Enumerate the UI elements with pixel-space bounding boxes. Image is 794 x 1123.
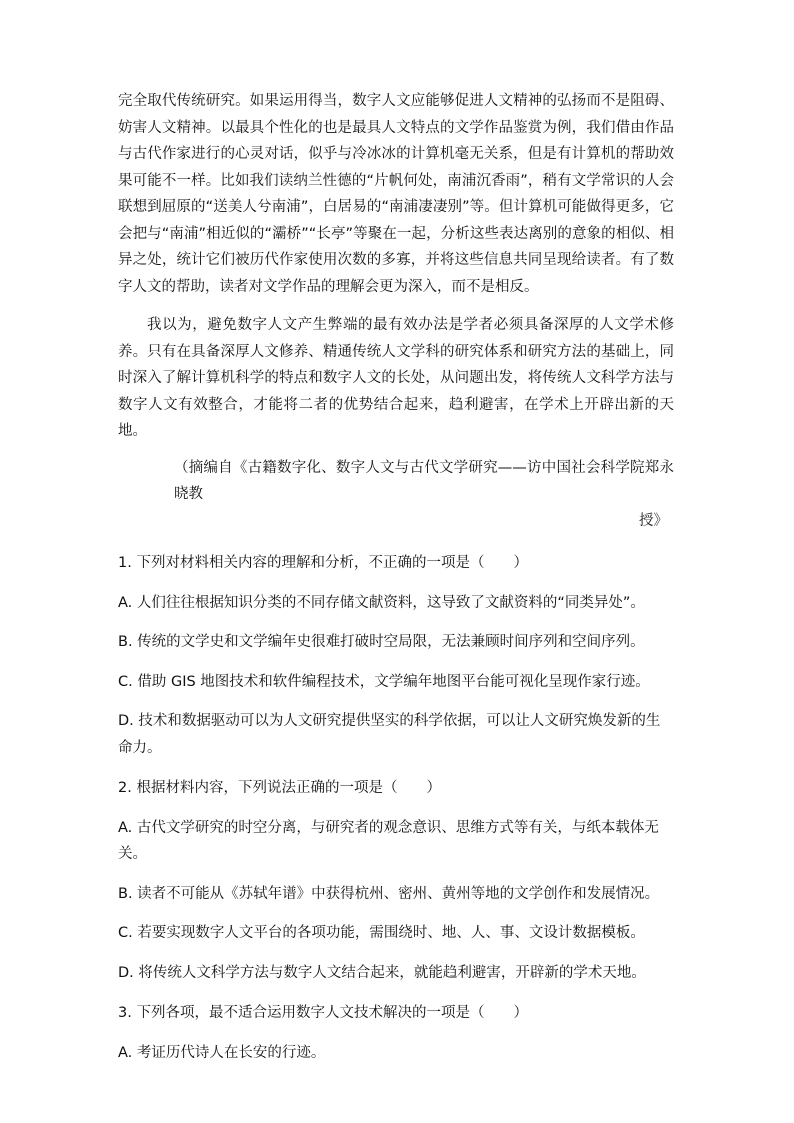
document-page	[118, 88, 674, 1066]
source-citation-main: （摘编自《古籍数字化、数字人文与古代文学研究——访中国社会科学院郑永晓教	[174, 459, 674, 502]
question-stem: 2. 根据材料内容，下列说法正确的一项是（ ）	[118, 780, 441, 796]
question-1	[118, 550, 674, 761]
source-citation-tail: 授》	[639, 512, 668, 529]
source-citation	[118, 455, 674, 535]
option-d: D. 技术和数据驱动可以为人文研究提供坚实的科学依据，可以让人文研究焕发新的生命力。	[118, 713, 661, 756]
question-stem: 3. 下列各项，最不适合运用数字人文技术解决的一项是（ ）	[118, 1005, 528, 1021]
option-b: B. 传统的文学史和文学编年史很难打破时空局限，无法兼顾时间序列和空间序列。	[118, 634, 645, 650]
option-a: A. 人们往往根据知识分类的不同存储文献资料，这导致了文献资料的“同类异处”。	[118, 594, 645, 611]
option-c: C. 借助 GIS 地图技术和软件编程技术，文学编年地图平台能可视化呈现作家行迹。	[118, 673, 650, 690]
option-d: D. 将传统人文科学方法与数字人文结合起来，就能趋利避害，开辟新的学术天地。	[118, 964, 646, 981]
option-a: A. 考证历代诗人在长安的行迹。	[118, 1044, 326, 1061]
passage-paragraph-1: 完全取代传统研究。如果运用得当，数字人文应能够促进人文精神的弘扬而不是阻碍、妨害人文精神。以最具个性化的也是最具人文特点的文学作品鉴赏为例，我们借由作品与古代作家进行的心灵对话，似乎与冷冰冰的计算机毫无关系，但是有计算机的帮助效果可能不一样。比如我们读纳兰性德的“片帆何处，南浦沉香雨”，稍有文学常识的人会联想到屈原的“送美人兮南浦”，白居易的“南浦凄凄别”等。但计算机可能做得更多，它会把与“南浦”相近似的“灞桥”“长亭”等聚在一起，分析这些表达离别的意象的相似、相异之处，统计它们被历代作家使用次数的多寡，并将这些信息共同呈现给读者。有了数字人文的帮助，读者对文学作品的理解会更为深入，而不是相反。	[118, 93, 674, 295]
option-b: B. 读者不可能从《苏轼年谱》中获得杭州、密州、黄州等地的文学创作和发展情况。	[118, 885, 660, 902]
question-2	[118, 775, 674, 986]
passage-paragraph-2: 我以为，避免数字人文产生弊端的最有效办法是学者必须具备深厚的人文学术修养。只有在具备深厚人文修养、精通传统人文学科的研究体系和研究方法的基础上，同时深入了解计算机科学的特点和数字人文的长处，从问题出发，将传统人文科学方法与数字人文有效整合，才能将二者的优势结合起来，趋利避害，在学术上开辟出新的天地。	[118, 317, 674, 439]
option-a: A. 古代文学研究的时空分离，与研究者的观念意识、思维方式等有关，与纸本载体无关。	[118, 819, 659, 862]
option-c: C. 若要实现数字人文平台的各项功能，需围绕时、地、人、事、文设计数据模板。	[118, 925, 645, 941]
question-3	[118, 1000, 674, 1066]
question-stem: 1. 下列对材料相关内容的理解和分析，不正确的一项是（ ）	[118, 555, 528, 571]
